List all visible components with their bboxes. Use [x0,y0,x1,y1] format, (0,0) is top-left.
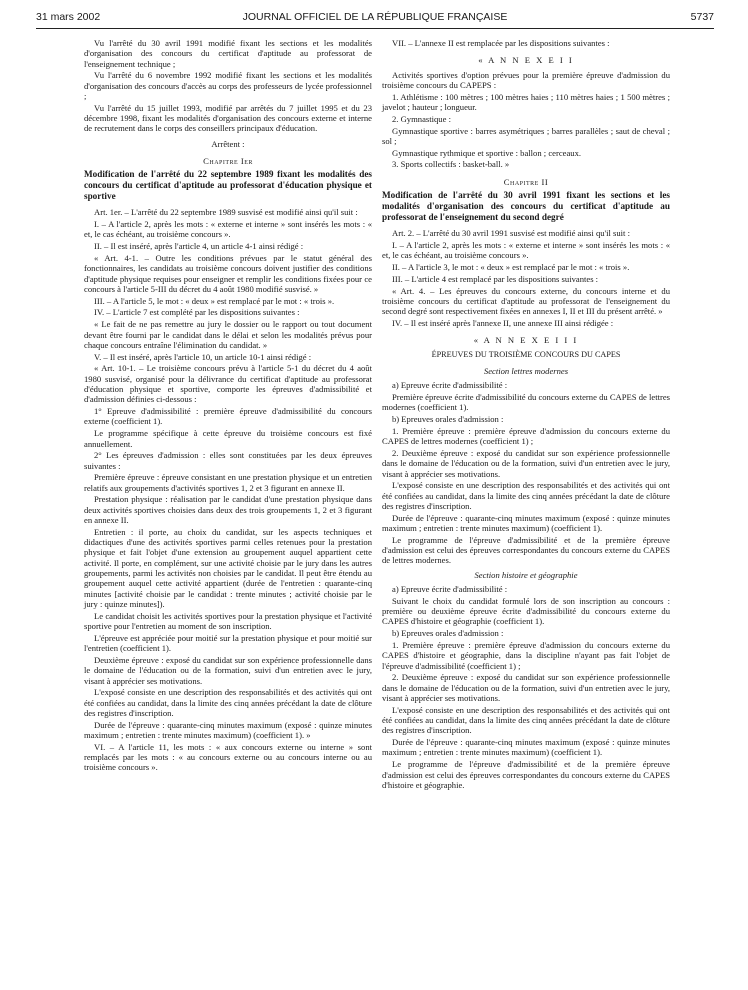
paragraph: L'exposé consiste en une description des responsabilités et des activités qui ont été confiées au candidat, dans la limite des cinq années précédant la date de clôture des registres d'inscription. [382,704,670,736]
page-header [36,11,714,27]
arretent-label: Arrêtent : [211,138,245,149]
paragraph: L'épreuve est appréciée pour moitié sur la prestation physique et pour moitié sur l'entretien (coefficient 1). [84,632,372,654]
paragraph: a) Epreuve écrite d'admissibilité : [392,583,508,594]
paragraph: IV. – Il est inséré après l'annexe II, une annexe III ainsi rédigée : [392,317,614,328]
paragraph: 2. Deuxième épreuve : exposé du candidat sur son expérience professionnelle dans le domaine de l'éducation ou de la formation, suivi d'un entretien avec le jury, visant à apprécier ses motivations. [382,447,670,479]
section-heading: Modification de l'arrêté du 22 septembre 1989 fixant les modalités des concours du certificat d'aptitude au professorat d'éducation physique et sportive [84,169,372,202]
paragraph: Durée de l'épreuve : quarante-cinq minutes maximum (exposé : quinze minutes maximum ; entretien : trente minutes maximum) (coefficient 1). » [84,719,372,741]
paragraph: Première épreuve écrite d'admissibilité du concours externe du CAPES de lettres modernes (coefficient 1). [382,391,670,413]
section-subtitle: Section lettres modernes [483,365,569,376]
annex-title: « A N N E X E I I [478,55,574,66]
paragraph: 2. Deuxième épreuve : exposé du candidat sur son expérience professionnelle dans le domaine de l'éducation ou de la formation, suivi d'un entretien avec le jury, visant à apprécier ses motivations. [382,672,670,703]
right-column [382,38,670,792]
paragraph: Le programme de l'épreuve d'admissibilité et de la première épreuve d'admission est celui des épreuves correspondantes du concours externe du CAPES de lettres modernes. [382,534,670,566]
annex-title: « A N N E X E I I I [473,335,579,346]
section-heading: Modification de l'arrêté du 30 avril 1991 fixant les sections et les modalités d'organisation des concours du certificat d'aptitude au professorat de l'enseignement du second degré [382,190,670,223]
paragraph: « Art. 10-1. – Le troisième concours prévu à l'article 5-1 du décret du 4 août 1980 susvisé, organisé pour la délivrance du certificat d'aptitude au professorat d'éducation physique et sportive, comporte les épreuves d'admissibilité et d'admission définies ci-dessous : [84,363,372,405]
paragraph: a) Epreuve écrite d'admissibilité : [392,380,508,391]
chapter-title: Chapitre Ier [203,155,253,166]
paragraph: Durée de l'épreuve : quarante-cinq minutes maximum (exposé : quinze minutes maximum ; entretien : trente minutes maximum) (coefficient 1). [382,512,670,533]
journal-title: JOURNAL OFFICIEL DE LA RÉPUBLIQUE FRANÇAISE [242,11,508,23]
paragraph: b) Epreuves orales d'admission : [392,414,504,425]
paragraph: III. – L'article 4 est remplacé par les dispositions suivantes : [392,273,599,284]
paragraph: Durée de l'épreuve : quarante-cinq minutes maximum (exposé : quinze minutes maximum ; entretien : trente minutes maximum) (coefficient 1). [382,737,670,758]
chapter-title: Chapitre II [503,176,549,187]
list-item: Gymnastique rythmique et sportive : ballon ; cerceaux. [392,147,582,158]
paragraph: Le candidat choisit les activités sportives pour la prestation physique et l'activité sportive pour l'entretien au moment de son inscription. [84,610,372,632]
paragraph: V. – Il est inséré, après l'article 10, un article 10-1 ainsi rédigé : [94,351,312,362]
paragraph: I. – A l'article 2, après les mots : « externe et interne » sont insérés les mots : « et, le cas échéant, au troisième concours ». [84,219,372,240]
paragraph: II. – A l'article 3, le mot : « deux » est remplacé par le mot : « trois ». [392,261,630,272]
paragraph: Première épreuve : épreuve consistant en une prestation physique et un entretien relatifs aux groupements d'activités sportives 1, 2 et 3 figurant en annexe II. [84,472,372,493]
paragraph: Vu l'arrêté du 15 juillet 1993, modifié par arrêtés du 7 juillet 1995 et du 23 décembre 1998, fixant les modalités d'organisation des concours externe et interne de recrutement dans le corps des conseillers principaux d'éducation. [84,102,372,134]
paragraph: Prestation physique : réalisation par le candidat d'une prestation physique dans deux activités sportives choisies dans deux des trois groupements 1, 2 et 3 figurant en annexe II. [84,494,372,526]
paragraph: Le programme spécifique à cette épreuve du troisième concours est fixé annuellement. [84,428,372,449]
left-column [84,38,372,774]
paragraph: L'exposé consiste en une description des responsabilités et des activités qui ont été confiées au candidat, dans la limite des cinq années précédant la date de clôture des registres d'inscription. [382,480,670,511]
paragraph: I. – A l'article 2, après les mots : « externe et interne » sont insérés les mots : « et, le cas échéant, au troisième concours ». [382,239,670,261]
list-item: Gymnastique sportive : barres asymétriques ; barres parallèles ; saut de cheval ; sol ; [382,125,670,146]
paragraph: Activités sportives d'option prévues pour la première épreuve d'admission du troisième concours du CAPEPS : [382,69,670,90]
page-number: 5737 [690,11,714,23]
list-item: 1. Athlétisme : 100 mètres ; 100 mètres haies ; 110 mètres haies ; 1 500 mètres ; javelot ; hauteur ; longueur. [382,91,670,112]
paragraph: L'exposé consiste en une description des responsabilités et des activités qui ont été confiées au candidat, dans la limite des cinq années précédant la date de clôture des registres d'inscription. [84,687,372,718]
paragraph: « Art. 4-1. – Outre les conditions prévues par le statut général des fonctionnaires, les candidats au troisième concours doivent justifier des conditions d'aptitude physique requises pour enseigner et remplir les conditions fixées pour ce concours à l'article 5-III du décret du 4 août 1980 modifié susvisé. » [84,252,372,294]
section-subtitle: Section histoire et géographie [474,569,578,580]
list-item: 3. Sports collectifs : basket-ball. » [392,159,510,170]
paragraph: Vu l'arrêté du 6 novembre 1992 modifié fixant les sections et les modalités d'organisation des concours d'accès au corps des professeurs de lycée professionnel ; [84,70,372,101]
paragraph: Le programme de l'épreuve d'admissibilité et de la première épreuve d'admission est celui des épreuves correspondantes du concours externe du CAPES d'histoire et géographie. [382,759,670,790]
paragraph: Vu l'arrêté du 30 avril 1991 modifié fixant les sections et les modalités d'organisation des concours du certificat d'aptitude au professorat de l'enseignement technique ; [84,38,372,69]
article-text: Art. 2. – L'arrêté du 30 avril 1991 susvisé est modifié ainsi qu'il suit : [392,228,630,239]
paragraph: 1. Première épreuve : première épreuve d'admission du concours externe du CAPES d'histoire et géographie, dans la discipline n'ayant pas fait l'objet de l'épreuve d'admissibilité (coefficient 1) ; [382,639,670,671]
header-rule [36,28,714,29]
list-item: 2. Gymnastique : [392,113,451,124]
paragraph: « Art. 4. – Les épreuves du concours externe, du concours interne et du troisième concours du certificat d'aptitude au professorat de l'enseignement du second degré sont respectivement fixées en annexes I, II et III du présent arrêté. » [382,285,670,317]
paragraph: Deuxième épreuve : exposé du candidat sur son expérience professionnelle dans le domaine de l'éducation ou de la formation, suivi d'un entretien avec le jury, visant à apprécier ses motivations. [84,654,372,686]
paragraph: Entretien : il porte, au choix du candidat, sur les aspects techniques et didactiques d'une des activités sportives parmi celles retenues pour la prestation physique et fait l'objet d'une extension au groupement auquel appartient cette activité. Il porte, en complément, sur une activité choisie par le jury dans les autres groupements, parmi les activités non choisies par le candidat. Il peut être étendu au groupement auquel cette activité appartient (durée de l'entretien : quarante-cinq minutes [activité choisie par le candidat : trente minutes ; activité choisie par le jury : quinze minutes]). [84,526,372,609]
annex-subtitle: ÉPREUVES DU TROISIÈME CONCOURS DU CAPES [431,349,621,359]
paragraph: IV. – L'article 7 est complété par les dispositions suivantes : [94,307,300,318]
paragraph: VI. – A l'article 11, les mots : « aux concours externe ou interne » sont remplacés par les mots : « au concours externe ou au concours interne ou au troisième concours ». [84,741,372,773]
paragraph: II. – Il est inséré, après l'article 4, un article 4-1 ainsi rédigé : [94,241,304,252]
paragraph: III. – A l'article 5, le mot : « deux » est remplacé par le mot : « trois ». [94,295,335,306]
article-text: Art. 1er. – L'arrêté du 22 septembre 1989 susvisé est modifié ainsi qu'il suit : [94,207,358,218]
paragraph: VII. – L'annexe II est remplacée par les dispositions suivantes : [392,38,610,48]
paragraph: 1. Première épreuve : première épreuve d'admission du concours externe du CAPES de lettres modernes (coefficient 1) ; [382,425,670,447]
paragraph: b) Epreuves orales d'admission : [392,628,504,639]
paragraph: 1° Epreuve d'admissibilité : première épreuve d'admissibilité du concours externe (coefficient 1). [84,406,372,427]
paragraph: 2° Les épreuves d'admission : elles sont constituées par les deux épreuves suivantes : [84,450,372,471]
paragraph: « Le fait de ne pas remettre au jury le dossier ou le rapport ou tout document devant être fourni par le candidat dans le délai et selon les modalités prévus pour chaque concours entraîne l'élimination du candidat. » [84,319,372,350]
header-date: 31 mars 2002 [36,11,101,23]
paragraph: Suivant le choix du candidat formulé lors de son inscription au concours : première ou deuxième épreuve écrite d'admissibilité du concours externe du CAPES d'histoire et géographie (coefficient 1). [382,595,670,627]
